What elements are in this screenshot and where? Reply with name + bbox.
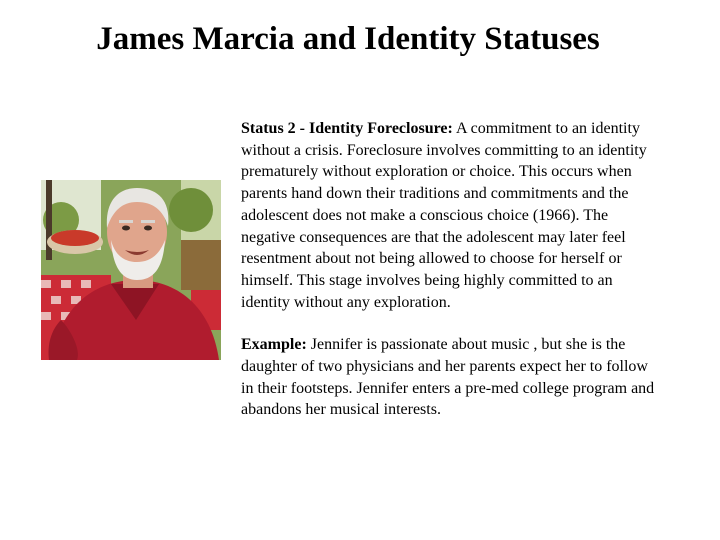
example-paragraph [241, 334, 661, 421]
status-description: A commitment to an identity without a crisis. Foreclosure involves committing to an identity prematurely without exploration or choice. This occurs when parents hand down their traditions and commitments and the adolescent does not make a conscious choice (1966). The negative consequences are that the adolescent may later feel resentment about not being allowed to choose for herself or himself. This stage involves being highly committed to an identity without any exploration. [241, 120, 647, 311]
slide-title: James Marcia and Identity Statuses [96, 21, 600, 57]
body-text [241, 118, 661, 421]
status-heading: Status 2 - Identity Foreclosure: [241, 120, 453, 137]
status-paragraph [241, 118, 661, 313]
example-heading: Example: [241, 336, 307, 354]
example-description: Jennifer is passionate about music , but she is the daughter of two physicians and her parents expect her to follow in their footsteps. Jennifer enters a pre-med college program and abandons her musical interests. [241, 336, 655, 419]
portrait-photo [41, 180, 221, 360]
